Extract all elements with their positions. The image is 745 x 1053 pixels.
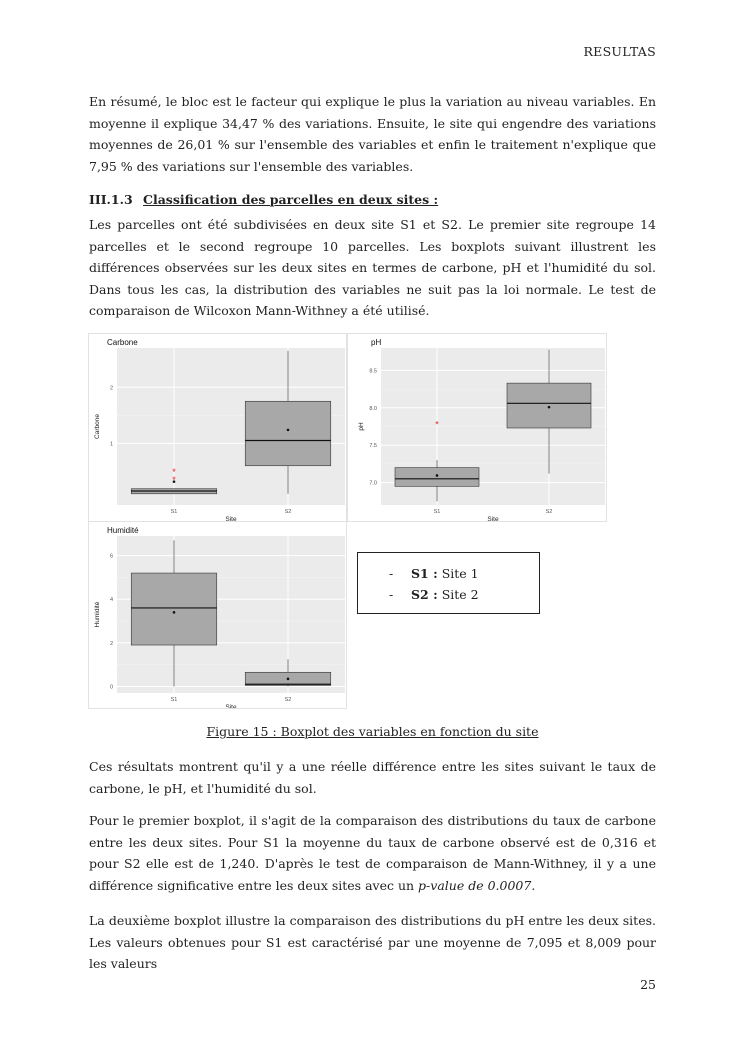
y-tick-label: 7.0 xyxy=(369,480,377,487)
x-tick-label: S1 xyxy=(433,509,441,515)
box-s2 xyxy=(507,383,591,428)
legend-row-s2 xyxy=(358,584,539,605)
section-number: III.1.3 xyxy=(89,192,133,207)
y-tick-label: 6 xyxy=(109,553,113,560)
y-tick-label: 2 xyxy=(109,385,113,392)
section-heading xyxy=(89,192,438,207)
x-tick-label: S2 xyxy=(284,509,292,515)
outlier-point: * xyxy=(435,419,439,430)
y-axis-label: pH xyxy=(358,422,365,431)
boxplot-humidite xyxy=(88,521,347,709)
paragraph-carbone-text: Pour le premier boxplot, il s'agit de la comparaison des distributions du taux de carbone entre les deux sites. Pour S1 la moyenne du taux de carbone observé est de 0,316 et pour S2 elle est de 1,240. D'après le test de comparaison de Mann-Withney, il y a une différence significative entre les deux sites avec un xyxy=(89,813,656,893)
legend-key-label: S1 : xyxy=(411,566,438,581)
y-tick-label: 7.5 xyxy=(369,443,377,450)
box-s2 xyxy=(245,401,331,465)
legend-dash: - xyxy=(389,587,394,602)
box-s1 xyxy=(131,573,217,645)
x-tick-label: S2 xyxy=(545,509,553,515)
paragraph-sites-intro: Les parcelles ont été subdivisées en deux site S1 et S2. Le premier site regroupe 14 parcelles et le second regroupe 10 parcelles. Les boxplots suivant illustrent les différences observées sur les deux sites en termes de carbone, pH et l'humidité du sol. Dans tous les cas, la distribution des variables ne suit pas la loi normale. Le test de comparaison de Wilcoxon Mann-Withney a été utilisé. xyxy=(89,217,656,318)
legend-desc-s1: Site 1 xyxy=(441,566,479,581)
section-title: Classification des parcelles en deux sites : xyxy=(143,192,439,207)
mean-point xyxy=(287,678,290,681)
mean-point xyxy=(287,429,290,432)
legend-key-s1 xyxy=(411,563,479,584)
legend-row-s1 xyxy=(358,563,539,584)
y-axis-label: Humidité xyxy=(94,601,101,628)
x-tick-label: S1 xyxy=(170,697,178,703)
x-tick-label: S1 xyxy=(170,509,178,515)
boxplot-carbone-svg xyxy=(89,334,346,521)
y-tick-label: 2 xyxy=(109,640,113,647)
outlier-point: * xyxy=(172,466,176,477)
chart-title: Humidité xyxy=(107,526,139,535)
box-s1 xyxy=(395,468,479,487)
boxplot-ph xyxy=(347,333,607,522)
running-header: RESULTAS xyxy=(583,44,656,59)
boxplot-humidite-svg xyxy=(89,522,346,708)
mean-point xyxy=(173,611,176,614)
chart-title: Carbone xyxy=(107,338,138,347)
paragraph-carbone xyxy=(89,810,656,896)
mean-point xyxy=(436,474,439,477)
boxplot-ph-svg xyxy=(348,334,606,521)
paragraph-results: Ces résultats montrent qu'il y a une réelle différence entre les sites suivant le taux de carbone, le pH, et l'humidité du sol. xyxy=(89,759,656,796)
boxplot-carbone xyxy=(88,333,347,522)
p-value-text: p-value de 0.0007. xyxy=(418,877,536,893)
chart-title: pH xyxy=(371,338,382,347)
legend-dash: - xyxy=(389,566,394,581)
y-tick-label: 8.0 xyxy=(369,405,377,412)
page-number: 25 xyxy=(640,977,656,992)
x-axis-label: Site xyxy=(225,516,237,521)
x-axis-label: Site xyxy=(487,516,499,521)
outlier-point: * xyxy=(172,474,176,485)
x-tick-label: S2 xyxy=(284,697,292,703)
y-tick-label: 4 xyxy=(109,597,113,604)
figure-caption: Figure 15 : Boxplot des variables en fonction du site xyxy=(206,724,539,739)
y-axis-label: Carbone xyxy=(94,414,101,439)
legend-key-s2 xyxy=(411,584,479,605)
x-axis-label: Site xyxy=(225,704,237,708)
mean-point xyxy=(548,406,551,409)
paragraph-ph: La deuxième boxplot illustre la comparaison des distributions du pH entre les deux sites. Les valeurs obtenues pour S1 est caractérisé par une moyenne de 7,095 et 8,009 pour les valeurs xyxy=(89,913,656,971)
y-tick-label: 8.5 xyxy=(369,368,377,375)
legend-key-label: S2 : xyxy=(411,587,438,602)
legend-desc-s2: Site 2 xyxy=(441,587,479,602)
y-tick-label: 0 xyxy=(109,684,113,691)
y-tick-label: 1 xyxy=(109,441,113,448)
site-legend-box xyxy=(357,552,540,614)
paragraph-summary: En résumé, le bloc est le facteur qui explique le plus la variation au niveau variables. En moyenne il explique 34,47 % des variations. Ensuite, le site qui engendre des variations moyennes de 26,01 % sur l'ensemble des variables et enfin le traitement n'explique que 7,95 % des variations sur l'ensemble des variables. xyxy=(89,94,656,174)
